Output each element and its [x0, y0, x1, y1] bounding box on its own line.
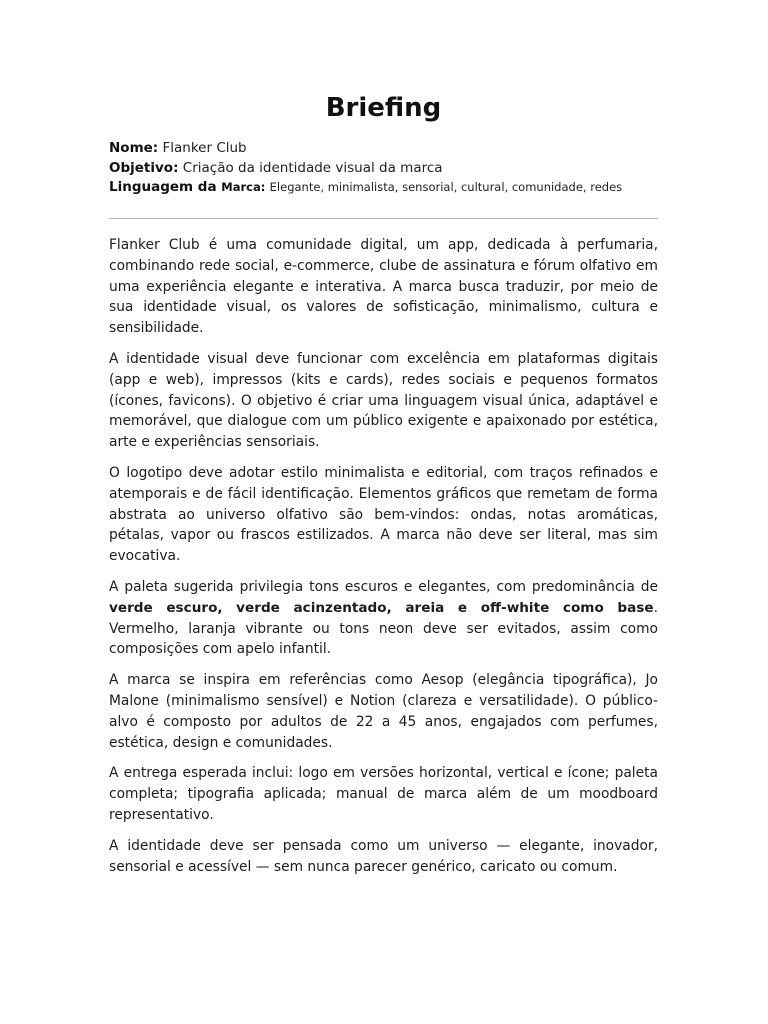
meta-language-label: Linguagem da — [109, 179, 222, 195]
meta-objective-label: Objetivo: — [109, 159, 179, 176]
paragraph-intro: Flanker Club é uma comunidade digital, um app, dedicada à perfumaria, combinando rede social, e-commerce, clube de assinatura e fórum olfativo em uma experiência elegante e interativa. A marca busca traduzir, por meio de sua identidade visual, os valores de sofisticação, minimalismo, cultura e sensibilidade. — [109, 237, 658, 337]
document-title: Briefing — [325, 93, 442, 123]
meta-language-label-small: Marca: — [221, 180, 266, 194]
briefing-body — [109, 235, 658, 887]
palette-text-after: . Vermelho, laranja vibrante ou tons neon deve ser evitados, assim como composições com apelo infantil. — [109, 599, 658, 658]
paragraph-closing: A identidade deve ser pensada como um universo — elegante, inovador, sensorial e acessível — sem nunca parecer genérico, caricato ou comum. — [109, 837, 658, 875]
paragraph-palette — [109, 577, 658, 660]
meta-language-value: Elegante, minimalista, sensorial, cultural, comunidade, redes — [269, 180, 623, 194]
briefing-meta — [109, 139, 658, 198]
paragraph-platforms: A identidade visual deve funcionar com excelência em plataformas digitais (app e web), impressos (kits e cards), redes sociais e pequenos formatos (ícones, favicons). O objetivo é criar uma linguagem visual única, adaptável e memorável, que dialogue com um público exigente e apaixonado por estética, arte e experiências sensoriais. — [109, 350, 658, 451]
meta-name-label: Nome: — [109, 140, 159, 156]
meta-objective-line — [109, 159, 658, 179]
meta-name-line — [109, 139, 658, 159]
paragraph-references: A marca se inspira em referências como Aesop (elegância tipográfica), Jo Malone (minimalismo sensível) e Notion (clareza e versatilidade). O público-alvo é composto por adultos de 22 a 45 anos, engajados com perfumes, estética, design e comunidades. — [109, 672, 658, 751]
palette-text-before: A paleta sugerida privilegia tons escuros e elegantes, com predominância de — [109, 578, 658, 595]
palette-emphasis: verde escuro, verde acinzentado, areia e off-white como base — [109, 599, 654, 616]
paragraph-logo: O logotipo deve adotar estilo minimalista e editorial, com traços refinados e atemporais e de fácil identificação. Elementos gráficos que remetam de forma abstrata ao universo olfativo são bem-vindos: ondas, notas aromáticas, pétalas, vapor ou frascos estilizados. A marca não deve ser literal, mas sim evocativa. — [109, 464, 658, 565]
paragraph-deliverables: A entrega esperada inclui: logo em versões horizontal, vertical e ícone; paleta completa; tipografia aplicada; manual de marca além de um moodboard representativo. — [109, 765, 658, 823]
section-divider — [109, 218, 658, 219]
meta-language-line — [109, 178, 658, 198]
meta-name-value: Flanker Club — [162, 140, 247, 156]
meta-objective-value: Criação da identidade visual da marca — [182, 159, 443, 176]
